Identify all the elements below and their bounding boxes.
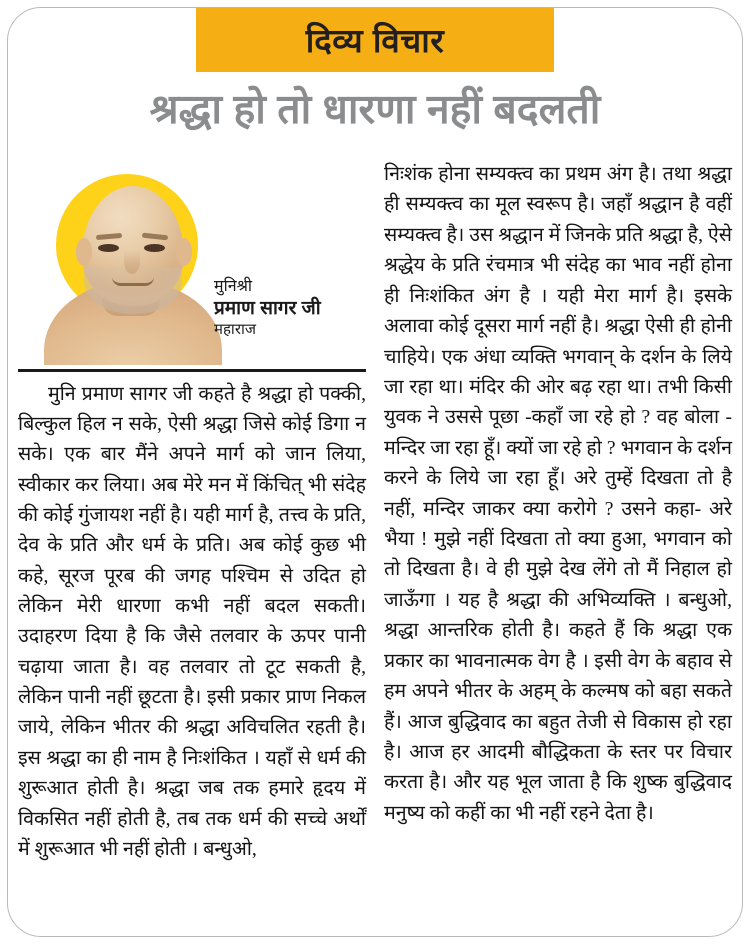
caption-honorific: मुनिश्री [214, 278, 253, 295]
article-body-left: मुनि प्रमाण सागर जी कहते है श्रद्धा हो पक्की, बिल्कुल हिल न सके, ऐसी श्रद्धा जिसे कोई डिगा न सके। एक बार मैंने अपने मार्ग को जान लिया, स्वीकार कर लिया। अब मेरे मन में किंचित् भी संदेह की कोई गुंजायश नहीं है। यही मार्ग है, तत्त्व के प्रति, देव के प्रति और धर्म के प्रति। अब कोई कुछ भी कहे, सूरज पूरब की जगह पश्चिम से उदित हो लेकिन मेरी धारणा कभी नहीं बदल सकती। उदाहरण दिया है कि जैसे तलवार के ऊपर पानी चढ़ाया जाता है। वह तलवार तो टूट सकती है, लेकिन पानी नहीं छूटता है। इसी प्रकार प्राण निकल जाये, लेकिन भीतर की श्रद्धा अविचलित रहती है। इस श्रद्धा का ही नाम है निःशंकित । यहाँ से धर्म की शुरूआत होती है। श्रद्धा जब तक हमारे हृदय में विकसित नहीं होती है, तब तक धर्म की सच्चे अर्थों में शुरूआत भी नहीं होती । बन्धुओ, [18, 383, 366, 860]
masthead-banner [196, 8, 554, 72]
masthead-title: दिव्य विचार [305, 21, 445, 59]
monk-portrait-image [38, 176, 224, 365]
portrait-eye-right [144, 244, 165, 252]
portrait-caption [214, 278, 366, 339]
portrait-mouth [112, 277, 154, 286]
column-divider-rule [18, 369, 366, 372]
column-left [18, 160, 366, 932]
article-columns [18, 160, 732, 932]
portrait-nose [124, 250, 140, 274]
article-body-right: निःशंक होना सम्यक्त्व का प्रथम अंग है। तथा श्रद्धा ही सम्यक्त्व का मूल स्वरूप है। जहाँ श्रद्धान है वहीं सम्यक्त्व है। उस श्रद्धान में जिनके प्रति श्रद्धा है, ऐसे श्रद्धेय के प्रति रंचमात्र भी संदेह का भाव नहीं होना ही निःशंकित अंग है । यही मेरा मार्ग है। इसके अलावा कोई दूसरा मार्ग नहीं है। श्रद्धा ऐसी ही होनी चाहिये। एक अंधा व्यक्ति भगवान् के दर्शन के लिये जा रहा था। मंदिर की ओर बढ़ रहा था। तभी किसी युवक ने उससे पूछा -कहाँ जा रहे हो ? वह बोला - मन्दिर जा रहा हूँ। क्यों जा रहे हो ? भगवान के दर्शन करने के लिये जा रहा हूँ। अरे तुम्हें दिखता तो है नहीं, मन्दिर जाकर क्या करोगे ? उसने कहा- अरे भैया ! मुझे नहीं दिखता तो क्या हुआ, भगवान को तो दिखता है। वे ही मुझे देख लेंगे तो मैं निहाल हो जाऊँगा । यह है श्रद्धा की अभिव्यक्ति । बन्धुओ, श्रद्धा आन्तरिक होती है। कहते हैं कि श्रद्धा एक प्रकार का भावनात्मक वेग है । इसी वेग के बहाव से हम अपने भीतर के अहम् के कल्मष को बहा सकते हैं। आज बुद्धिवाद का बहुत तेजी से विकास हो रहा है। आज हर आदमी बौद्धिकता के स्तर पर विचार करता है। और यह भूल जाता है कि शुष्क बुद्धिवाद मनुष्य को कहीं का भी नहीं रहने देता है। [384, 164, 732, 824]
portrait-ear-right [176, 238, 192, 266]
page-title: श्रद्धा हो तो धारणा नहीं बदलती [149, 86, 601, 132]
column-right [384, 160, 732, 932]
portrait-eye-left [98, 244, 119, 252]
caption-suffix: महाराज [214, 321, 256, 339]
caption-name: प्रमाण सागर जी [214, 297, 321, 319]
portrait-ear-left [76, 238, 92, 266]
portrait-block [18, 160, 366, 365]
